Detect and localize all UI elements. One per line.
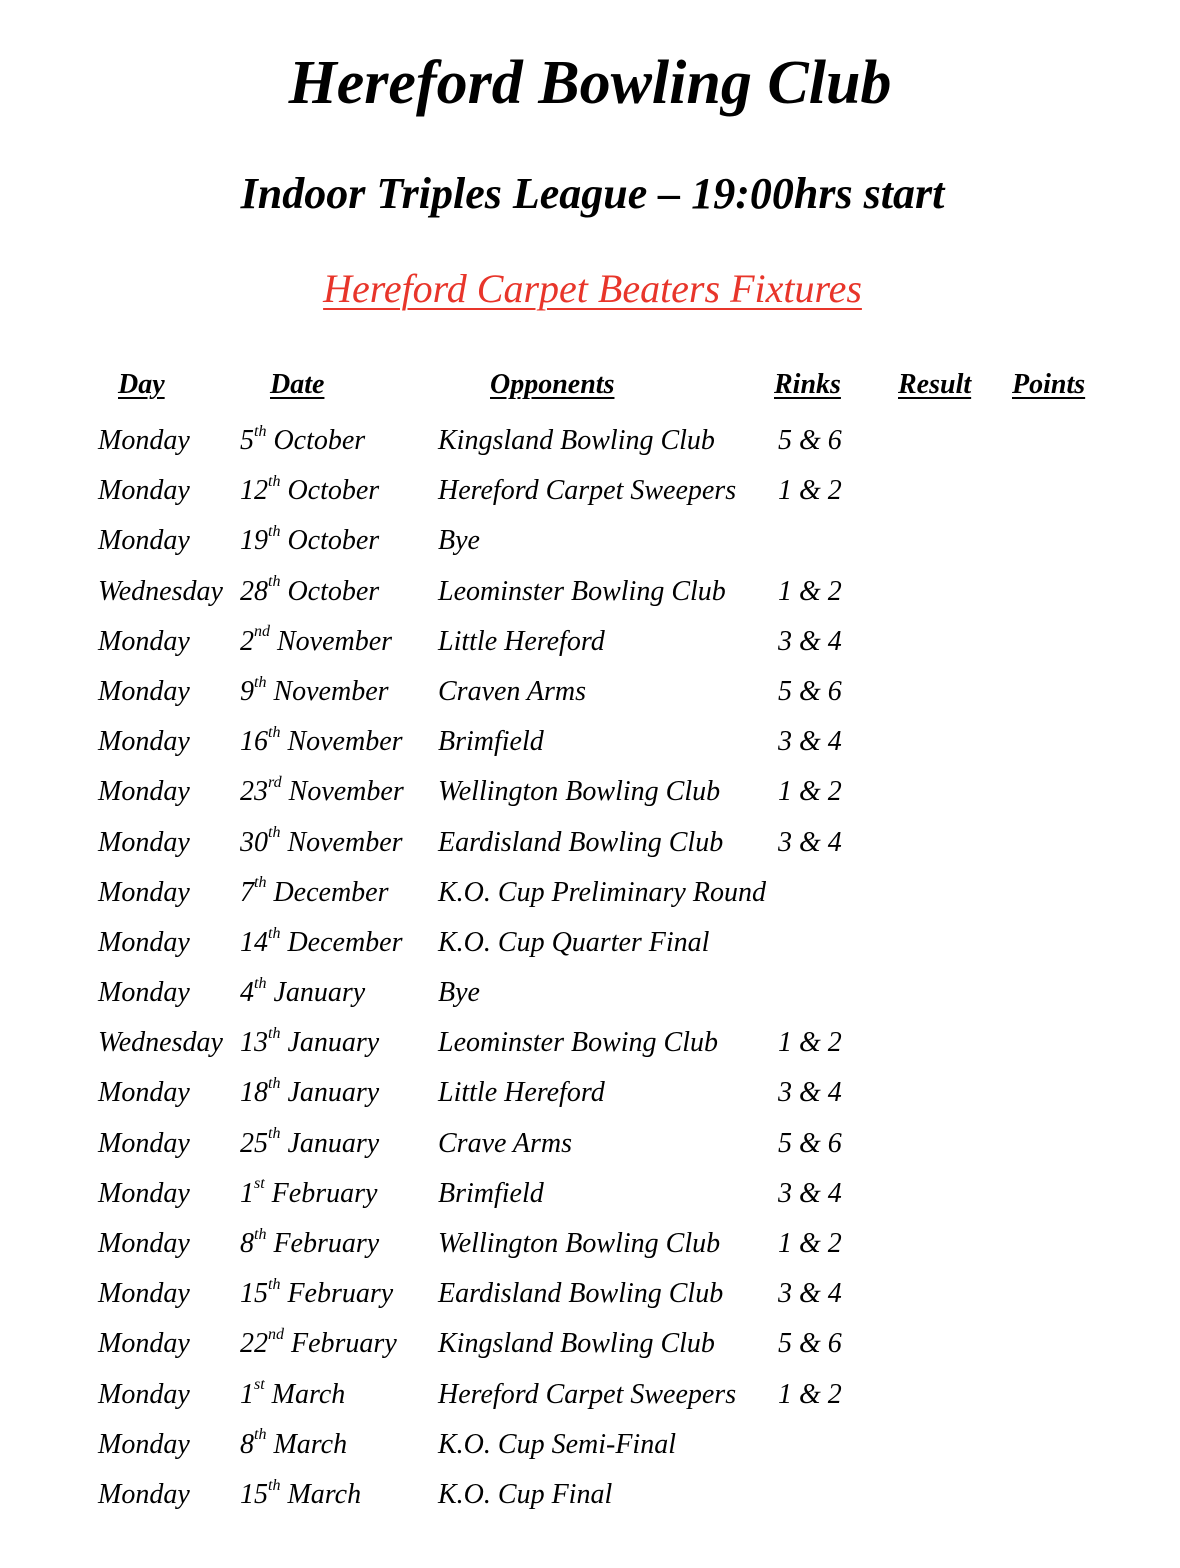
fixture-row: [0, 1424, 1180, 1474]
date-month: January: [280, 1127, 380, 1159]
date-day-number: 28: [240, 575, 268, 607]
fixture-date: [240, 1474, 361, 1516]
fixture-date: [240, 470, 379, 512]
fixture-rinks: 5 & 6: [778, 425, 842, 456]
date-day-number: 7: [240, 876, 254, 908]
fixture-day: Wednesday: [98, 1027, 223, 1059]
date-ordinal-suffix: th: [268, 1024, 281, 1042]
fixture-opponents: Bye: [438, 977, 480, 1009]
column-header-day: Day: [118, 369, 165, 400]
fixture-opponents: K.O. Cup Preliminary Round: [438, 876, 766, 908]
fixture-date: [240, 721, 403, 763]
fixture-rinks: 5 & 6: [778, 675, 842, 707]
date-day-number: 4: [240, 977, 254, 1009]
fixture-opponents: Kingsland Bowling Club: [438, 1328, 715, 1360]
fixture-row: [0, 721, 1180, 771]
date-ordinal-suffix: nd: [268, 1326, 284, 1344]
date-month: October: [280, 525, 380, 557]
date-ordinal-suffix: th: [268, 472, 281, 490]
fixture-opponents: Bye: [438, 525, 480, 557]
fixture-opponents: Wellington Bowling Club: [438, 1228, 721, 1259]
fixture-day: Monday: [98, 1328, 190, 1360]
fixture-rinks: 1 & 2: [778, 1027, 842, 1059]
date-month: November: [266, 675, 389, 707]
column-header-rinks: Rinks: [774, 369, 841, 400]
fixture-day: Monday: [98, 675, 190, 707]
date-day-number: 1: [240, 1378, 254, 1410]
fixture-row: [0, 1323, 1180, 1373]
fixture-row: [0, 972, 1180, 1022]
fixture-day: Monday: [98, 826, 190, 858]
fixture-rinks: 3 & 4: [778, 726, 842, 758]
fixture-date: [240, 1173, 377, 1215]
fixture-date: [240, 1223, 379, 1265]
date-month: October: [280, 575, 380, 607]
fixture-day: Monday: [98, 726, 190, 758]
date-month: October: [266, 425, 366, 456]
fixture-opponents: Hereford Carpet Sweepers: [438, 1378, 737, 1410]
fixture-row: [0, 1273, 1180, 1323]
column-header-date: Date: [270, 369, 325, 400]
date-day-number: 30: [240, 826, 268, 858]
date-ordinal-suffix: nd: [254, 623, 270, 641]
fixture-date: [240, 1072, 379, 1114]
fixture-opponents: Kingsland Bowling Club: [438, 425, 715, 456]
date-ordinal-suffix: th: [254, 673, 267, 691]
column-header-result: Result: [898, 369, 972, 400]
document-subtitle: Indoor Triples League – 19:00hrs start: [240, 169, 945, 218]
date-ordinal-suffix: th: [254, 1225, 267, 1243]
column-header-opponents: Opponents: [490, 369, 615, 400]
fixture-row: [0, 470, 1180, 520]
fixture-date: [240, 771, 404, 813]
fixture-rinks: 3 & 4: [778, 1177, 842, 1209]
fixture-row: [0, 1223, 1180, 1273]
fixture-rinks: 3 & 4: [778, 1077, 842, 1109]
fixture-opponents: Hereford Carpet Sweepers: [438, 475, 737, 507]
fixture-date: [240, 1374, 345, 1416]
date-month: January: [280, 1077, 380, 1109]
date-ordinal-suffix: rd: [268, 773, 282, 791]
fixture-rinks: 1 & 2: [778, 1228, 842, 1259]
fixture-date: [240, 420, 365, 462]
date-day-number: 8: [240, 1228, 254, 1259]
fixture-day: Monday: [98, 926, 190, 958]
fixture-day: Monday: [98, 475, 190, 507]
fixture-opponents: Little Hereford: [438, 625, 605, 657]
date-ordinal-suffix: st: [254, 1175, 265, 1193]
fixture-day: Monday: [98, 1278, 190, 1310]
fixture-date: [240, 571, 379, 613]
date-day-number: 22: [240, 1328, 268, 1360]
date-month: February: [280, 1278, 394, 1310]
date-month: January: [266, 977, 366, 1009]
fixture-row: [0, 420, 1180, 470]
fixture-row: [0, 872, 1180, 922]
fixture-opponents: Leominster Bowing Club: [438, 1027, 719, 1059]
team-fixtures-heading: Hereford Carpet Beaters Fixtures: [323, 266, 862, 311]
fixture-date: [240, 671, 389, 713]
fixture-date: [240, 922, 403, 964]
date-ordinal-suffix: th: [254, 974, 267, 992]
date-month: December: [266, 876, 389, 908]
fixture-row: [0, 520, 1180, 570]
date-month: February: [284, 1328, 397, 1360]
fixture-rinks: 3 & 4: [778, 1278, 842, 1310]
date-month: March: [264, 1378, 346, 1410]
document-title: Hereford Bowling Club: [288, 49, 892, 117]
fixture-rinks: 1 & 2: [778, 1378, 842, 1410]
fixture-day: Monday: [98, 1127, 190, 1159]
fixture-date: [240, 1022, 379, 1064]
fixture-row: [0, 571, 1180, 621]
fixture-date: [240, 1123, 379, 1165]
fixture-day: Monday: [98, 1428, 190, 1460]
fixture-opponents: Eardisland Bowling Club: [438, 826, 724, 858]
date-month: February: [266, 1228, 380, 1259]
fixture-date: [240, 1273, 393, 1315]
fixture-opponents: Wellington Bowling Club: [438, 776, 721, 808]
fixture-day: Monday: [98, 1378, 190, 1410]
date-day-number: 19: [240, 525, 268, 557]
fixture-date: [240, 1424, 347, 1466]
fixture-opponents: Eardisland Bowling Club: [438, 1278, 724, 1310]
fixture-day: Monday: [98, 1478, 190, 1510]
fixture-rinks: 1 & 2: [778, 575, 842, 607]
date-month: November: [270, 625, 393, 657]
fixture-day: Monday: [98, 425, 190, 456]
fixture-opponents: Craven Arms: [438, 675, 587, 707]
fixture-rinks: 3 & 4: [778, 625, 842, 657]
date-day-number: 13: [240, 1027, 268, 1059]
fixture-opponents: K.O. Cup Quarter Final: [438, 926, 710, 958]
date-day-number: 1: [240, 1177, 254, 1209]
date-ordinal-suffix: th: [254, 874, 267, 892]
fixture-row: [0, 922, 1180, 972]
date-ordinal-suffix: th: [268, 573, 281, 591]
date-month: December: [280, 926, 403, 958]
date-month: November: [280, 726, 403, 758]
fixture-opponents: Little Hereford: [438, 1077, 605, 1109]
date-month: March: [280, 1478, 362, 1510]
fixture-opponents: K.O. Cup Final: [438, 1478, 613, 1510]
fixture-opponents: Leominster Bowling Club: [438, 575, 726, 607]
fixture-row: [0, 1374, 1180, 1424]
date-day-number: 16: [240, 726, 268, 758]
fixture-date: [240, 621, 392, 663]
fixture-day: Monday: [98, 776, 190, 808]
fixture-rinks: 3 & 4: [778, 826, 842, 858]
fixture-day: Monday: [98, 876, 190, 908]
fixture-rinks: 5 & 6: [778, 1328, 842, 1360]
fixture-day: Monday: [98, 1228, 190, 1259]
date-ordinal-suffix: th: [268, 824, 281, 842]
fixture-day: Wednesday: [98, 575, 223, 607]
column-header-points: Points: [1012, 369, 1086, 400]
fixture-row: [0, 771, 1180, 821]
fixture-rinks: 1 & 2: [778, 776, 842, 808]
date-day-number: 15: [240, 1278, 268, 1310]
fixture-row: [0, 1474, 1180, 1524]
fixture-row: [0, 621, 1180, 671]
date-month: March: [266, 1428, 348, 1460]
fixture-date: [240, 1323, 397, 1365]
fixture-row: [0, 1022, 1180, 1072]
date-day-number: 5: [240, 425, 254, 456]
fixture-date: [240, 972, 365, 1014]
fixture-rinks: 5 & 6: [778, 1127, 842, 1159]
date-ordinal-suffix: st: [254, 1376, 265, 1394]
fixture-date: [240, 822, 403, 864]
date-month: October: [280, 475, 380, 507]
fixture-day: Monday: [98, 1177, 190, 1209]
fixture-day: Monday: [98, 625, 190, 657]
date-day-number: 9: [240, 675, 254, 707]
date-month: January: [280, 1027, 380, 1059]
date-month: November: [281, 776, 404, 808]
fixture-row: [0, 671, 1180, 721]
fixture-row: [0, 1173, 1180, 1223]
fixture-day: Monday: [98, 525, 190, 557]
fixtures-list: [0, 420, 1180, 1524]
date-day-number: 2: [240, 625, 254, 657]
date-day-number: 12: [240, 475, 268, 507]
date-day-number: 8: [240, 1428, 254, 1460]
fixture-date: [240, 872, 389, 914]
date-day-number: 18: [240, 1077, 268, 1109]
fixture-opponents: K.O. Cup Semi-Final: [438, 1428, 676, 1460]
fixture-rinks: 1 & 2: [778, 475, 842, 507]
fixture-day: Monday: [98, 1077, 190, 1109]
date-day-number: 25: [240, 1127, 268, 1159]
date-day-number: 15: [240, 1478, 268, 1510]
fixture-date: [240, 520, 379, 562]
date-ordinal-suffix: th: [268, 523, 281, 541]
fixture-row: [0, 1123, 1180, 1173]
date-month: November: [280, 826, 403, 858]
date-day-number: 14: [240, 926, 268, 958]
fixture-opponents: Crave Arms: [438, 1127, 573, 1159]
date-ordinal-suffix: th: [254, 422, 267, 440]
date-ordinal-suffix: th: [268, 1075, 281, 1093]
date-ordinal-suffix: th: [268, 1476, 281, 1494]
date-ordinal-suffix: th: [268, 924, 281, 942]
fixture-day: Monday: [98, 977, 190, 1009]
date-ordinal-suffix: th: [254, 1426, 267, 1444]
date-day-number: 23: [240, 776, 268, 808]
fixture-opponents: Brimfield: [438, 726, 544, 758]
fixture-opponents: Brimfield: [438, 1177, 544, 1209]
date-ordinal-suffix: th: [268, 1275, 281, 1293]
date-month: February: [264, 1177, 378, 1209]
fixture-row: [0, 822, 1180, 872]
date-ordinal-suffix: th: [268, 1125, 281, 1143]
fixture-row: [0, 1072, 1180, 1122]
date-ordinal-suffix: th: [268, 723, 281, 741]
